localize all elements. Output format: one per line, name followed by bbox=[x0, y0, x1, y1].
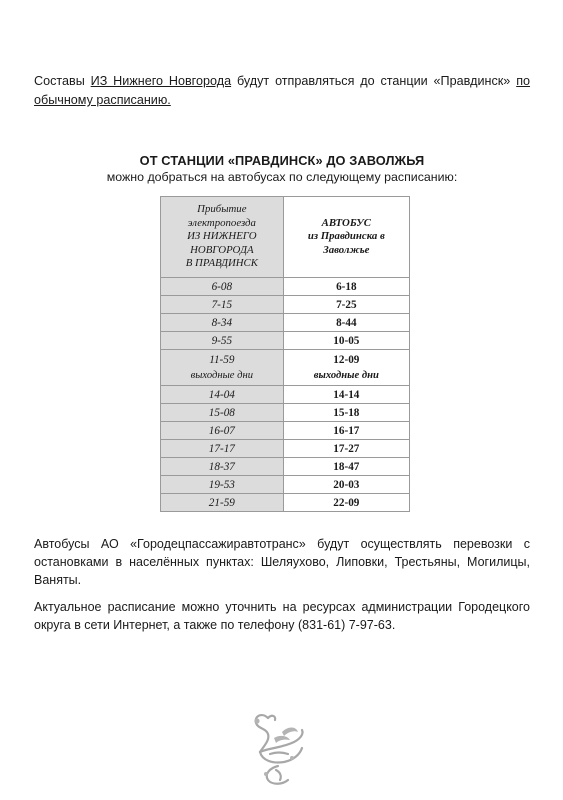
table-row bbox=[161, 404, 410, 422]
bus-time-cell: 17-27 bbox=[283, 440, 409, 458]
bus-time-cell: 10-05 bbox=[283, 332, 409, 350]
bus-operator-paragraph: Автобусы АО «Городецпассажиравтотранс» будут осуществлять перевозки с остановками в населённых пунктах: Шеляухово, Липовки, Трестьяны, Могилицы, Ваняты. bbox=[34, 537, 530, 587]
bus-time-cell: 7-25 bbox=[283, 296, 409, 314]
header-train-line: электропоезда bbox=[187, 216, 256, 229]
bus-time-cell: 6-18 bbox=[283, 278, 409, 296]
bus-time-cell: 8-44 bbox=[283, 314, 409, 332]
intro-paragraph bbox=[34, 72, 530, 110]
train-time-cell: 6-08 bbox=[161, 278, 284, 296]
bus-time-cell bbox=[283, 350, 409, 386]
header-train-arrival bbox=[161, 197, 284, 278]
bus-time-cell: 16-17 bbox=[283, 422, 409, 440]
bus-time-cell: 14-14 bbox=[283, 386, 409, 404]
header-train-line: В ПРАВДИНСК bbox=[185, 257, 258, 270]
contact-paragraph: Актуальное расписание можно уточнить на ресурсах администрации Городецкого округа в сети Интернет, а также по телефону (831-61) 7-97-63. bbox=[34, 600, 530, 632]
table-row bbox=[161, 314, 410, 332]
header-bus-departure bbox=[283, 197, 409, 278]
table-row bbox=[161, 458, 410, 476]
table-row bbox=[161, 332, 410, 350]
bus-time-cell: 15-18 bbox=[283, 404, 409, 422]
header-train-line: ИЗ НИЖНЕГО bbox=[187, 230, 257, 243]
table-row bbox=[161, 278, 410, 296]
section-subtitle: можно добраться на автобусах по следующему расписанию: bbox=[106, 170, 458, 184]
bus-time-note: выходные дни bbox=[313, 369, 379, 381]
train-time-cell: 8-34 bbox=[161, 314, 284, 332]
header-bus-line: АВТОБУС bbox=[321, 216, 371, 229]
table-row bbox=[161, 476, 410, 494]
bus-time: 12-09 bbox=[333, 353, 360, 366]
table-row bbox=[161, 386, 410, 404]
train-time-cell: 18-37 bbox=[161, 458, 284, 476]
bus-time-cell: 20-03 bbox=[283, 476, 409, 494]
train-time-cell: 21-59 bbox=[161, 494, 284, 512]
bus-time-cell: 18-47 bbox=[283, 458, 409, 476]
intro-schedule-underlined: по обычному расписанию. bbox=[34, 74, 531, 107]
intro-origin-underlined: ИЗ Нижнего Новгорода bbox=[90, 74, 232, 88]
table-row bbox=[161, 350, 410, 386]
train-time-note: выходные дни bbox=[190, 369, 254, 381]
section-heading bbox=[34, 152, 530, 185]
intro-text-1: Составы bbox=[34, 74, 91, 88]
train-time-cell: 17-17 bbox=[161, 440, 284, 458]
train-time-cell: 16-07 bbox=[161, 422, 284, 440]
train-time-cell: 14-04 bbox=[161, 386, 284, 404]
train-time: 11-59 bbox=[209, 353, 235, 366]
schedule-table bbox=[160, 196, 410, 512]
bus-time-cell: 22-09 bbox=[283, 494, 409, 512]
header-train-line: Прибытие bbox=[197, 203, 247, 216]
table-row bbox=[161, 422, 410, 440]
table-row bbox=[161, 296, 410, 314]
table-header-row bbox=[161, 197, 410, 278]
section-title: ОТ СТАНЦИИ «ПРАВДИНСК» ДО ЗАВОЛЖЬЯ bbox=[139, 153, 425, 168]
train-time-cell: 15-08 bbox=[161, 404, 284, 422]
header-bus-line: Заволжье bbox=[323, 243, 370, 256]
swan-emblem-icon bbox=[248, 708, 310, 788]
header-train-line: НОВГОРОДА bbox=[190, 243, 254, 256]
intro-text-2: будут отправляться до станции «Правдинск» bbox=[231, 74, 517, 88]
table-row bbox=[161, 440, 410, 458]
train-time-cell: 7-15 bbox=[161, 296, 284, 314]
train-time-cell: 19-53 bbox=[161, 476, 284, 494]
train-time-cell: 9-55 bbox=[161, 332, 284, 350]
train-time-cell bbox=[161, 350, 284, 386]
table-row bbox=[161, 494, 410, 512]
header-bus-line: из Правдинска в bbox=[307, 230, 385, 243]
